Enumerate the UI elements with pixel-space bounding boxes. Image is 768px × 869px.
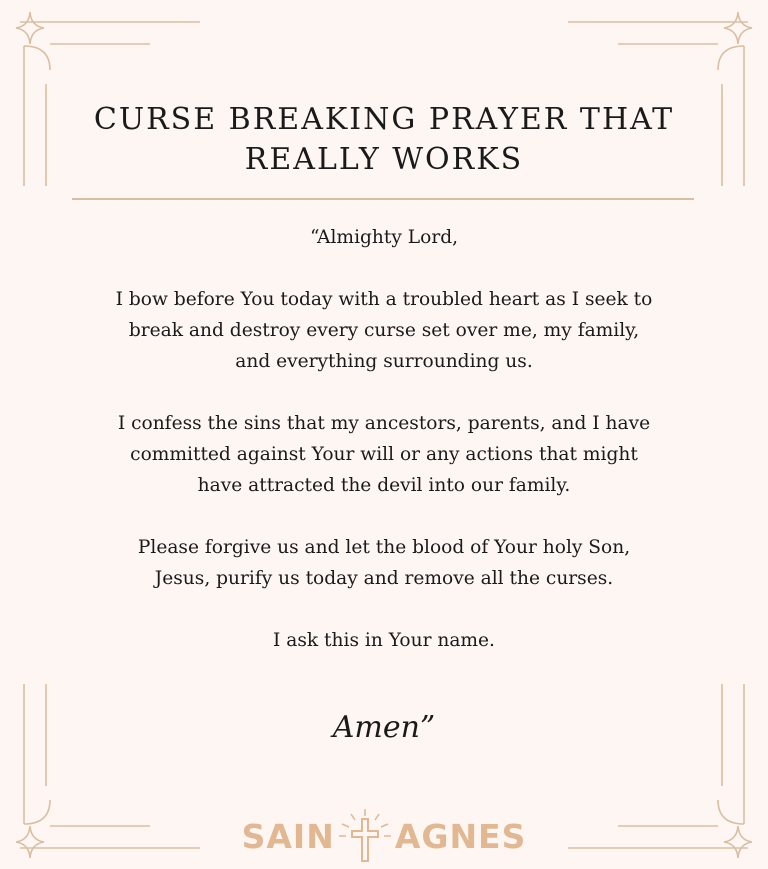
sparkle-icon (16, 12, 44, 44)
prayer-line: I bow before You today with a troubled heart as I seek to (115, 289, 653, 310)
prayer-line: have attracted the devil into our family. (197, 475, 571, 496)
prayer-text (60, 222, 708, 687)
prayer-line: I confess the sins that my ancestors, parents, and I have (117, 413, 651, 434)
title-divider (72, 198, 694, 200)
saint-agnes-logo (0, 806, 768, 866)
logo-text-left: SAIN (241, 816, 335, 856)
prayer-line: “Almighty Lord, (309, 227, 459, 248)
prayer-closing: Amen” (332, 710, 436, 745)
prayer-paragraph (60, 625, 708, 656)
prayer-paragraph (60, 222, 708, 253)
sparkle-icon (724, 12, 752, 44)
prayer-line: Please forgive us and let the blood of Your holy Son, (137, 537, 631, 558)
prayer-line: and everything surrounding us. (235, 351, 533, 372)
prayer-line: break and destroy every curse set over me, my family, (128, 320, 640, 341)
title-line: CURSE BREAKING PRAYER THAT (93, 102, 675, 137)
prayer-line: committed against Your will or any actions that might (130, 444, 638, 465)
prayer-paragraph (60, 408, 708, 501)
cross-sunburst-icon (337, 807, 393, 865)
page-title (60, 100, 708, 180)
prayer-paragraph (60, 284, 708, 377)
logo-text-right: AGNES (394, 816, 527, 856)
prayer-line: I ask this in Your name. (273, 630, 495, 651)
prayer-line: Jesus, purify us today and remove all the curses. (154, 568, 614, 589)
prayer-paragraph (60, 532, 708, 594)
title-line: REALLY WORKS (244, 142, 524, 177)
